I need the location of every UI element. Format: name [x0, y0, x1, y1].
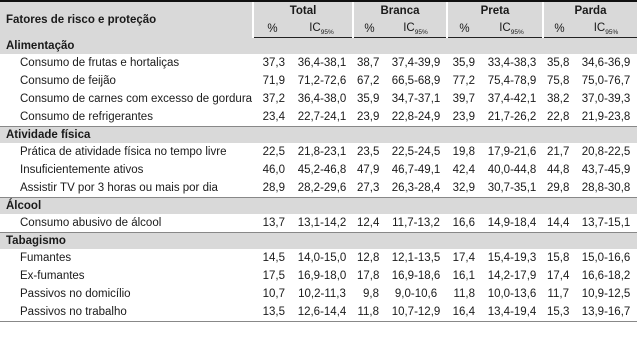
cell-parda-pct: 38,2 [547, 93, 570, 105]
cell-parda-pct: 44,8 [547, 164, 570, 176]
cell-branca-pct: 12,4 [357, 217, 380, 229]
pct-header: % [543, 20, 575, 38]
cell-branca-ic: 34,7-37,1 [391, 93, 441, 105]
cell-branca-pct: 35,9 [357, 93, 380, 105]
cell-total-ic: 22,7-24,1 [297, 111, 347, 123]
section-label: Álcool [0, 198, 637, 215]
cell-total-pct: 28,9 [262, 182, 285, 194]
table-row [0, 161, 637, 179]
table-row [0, 108, 637, 127]
cell-branca-ic: 11,7-13,2 [392, 217, 440, 229]
cell-preta-pct: 16,1 [452, 270, 475, 282]
cell-parda-pct: 11,7 [547, 288, 569, 300]
ic-header: $IC_{95\%}$ [385, 20, 447, 38]
cell-preta-ic: 14,2-17,9 [487, 270, 537, 282]
cell-total-pct: 13,7 [262, 217, 285, 229]
cell-preta-pct: 16,6 [452, 217, 475, 229]
cell-preta-ic: 30,7-35,1 [487, 182, 537, 194]
cell-parda-ic: 21,9-23,8 [581, 111, 631, 123]
cell-preta-pct: 42,4 [452, 164, 475, 176]
cell-parda-pct: 21,7 [547, 146, 570, 158]
cell-preta-pct: 17,4 [452, 252, 475, 264]
section-label: Tabagismo [0, 233, 637, 250]
cell-preta-ic: 10,0-13,6 [487, 288, 537, 300]
cell-branca-pct: 23,9 [357, 111, 380, 123]
table-row [0, 214, 637, 233]
cell-branca-ic: 22,5-24,5 [391, 146, 441, 158]
cell-branca-ic: 26,3-28,4 [391, 182, 441, 194]
cell-branca-pct: 11,8 [353, 303, 385, 322]
cell-branca-pct: 9,8 [363, 288, 379, 300]
cell-branca-ic: 10,7-12,9 [385, 303, 447, 322]
cell-total-ic: 13,1-14,2 [297, 217, 347, 229]
cell-branca-ic: 46,7-49,1 [391, 164, 441, 176]
cell-preta-ic: 75,4-78,9 [487, 75, 537, 87]
table-row [0, 249, 637, 267]
row-label: Consumo de feijão [20, 75, 116, 87]
table-row [0, 90, 637, 108]
cell-preta-pct: 11,8 [453, 288, 475, 300]
row-label: Assistir TV por 3 horas ou mais por dia [20, 182, 218, 194]
cell-branca-ic: 66,5-68,9 [391, 75, 441, 87]
cell-preta-pct: 35,9 [452, 57, 475, 69]
cell-parda-ic: 13,9-16,7 [575, 303, 637, 322]
cell-parda-ic: 13,7-15,1 [581, 217, 631, 229]
row-label: Insuficientemente ativos [20, 164, 144, 176]
cell-total-pct: 46,0 [262, 164, 285, 176]
cell-total-ic: 12,6-14,4 [291, 303, 353, 322]
group-header-parda: Parda [543, 1, 637, 20]
cell-branca-pct: 27,3 [357, 182, 380, 194]
table-title: Fatores de risco e proteção [0, 1, 253, 38]
cell-parda-ic: 16,6-18,2 [581, 270, 631, 282]
section-row-tabagismo [0, 233, 637, 250]
group-header-preta: Preta [447, 1, 543, 20]
cell-preta-ic: 14,9-18,4 [487, 217, 537, 229]
row-label: Consumo abusivo de álcool [20, 217, 162, 229]
cell-parda-pct: 75,8 [547, 75, 570, 87]
table-row [0, 303, 637, 322]
table-row [0, 285, 637, 303]
cell-preta-ic: 40,0-44,8 [487, 164, 537, 176]
row-label: Passivos no domicílio [20, 288, 131, 300]
cell-total-pct: 17,5 [262, 270, 285, 282]
cell-preta-ic: 37,4-42,1 [487, 93, 537, 105]
table-row [0, 179, 637, 198]
cell-total-pct: 22,5 [262, 146, 285, 158]
section-row-alcool [0, 198, 637, 215]
cell-total-pct: 10,7 [262, 288, 285, 300]
cell-preta-pct: 23,9 [452, 111, 475, 123]
cell-branca-ic: 22,8-24,9 [391, 111, 441, 123]
ic-header: $IC_{95\%}$ [575, 20, 637, 38]
cell-preta-ic: 21,7-26,2 [487, 111, 537, 123]
cell-parda-pct: 15,8 [547, 252, 570, 264]
cell-branca-pct: 23,5 [357, 146, 380, 158]
row-label: Ex-fumantes [20, 270, 85, 282]
cell-total-pct: 37,2 [262, 93, 285, 105]
cell-total-pct: 23,4 [262, 111, 285, 123]
group-header-total: Total [253, 1, 353, 20]
cell-total-ic: 16,9-18,0 [297, 270, 347, 282]
cell-parda-pct: 35,8 [547, 57, 570, 69]
table-row [0, 54, 637, 72]
cell-total-ic: 10,2-11,3 [298, 288, 346, 300]
cell-preta-ic: 33,4-38,3 [487, 57, 537, 69]
cell-total-pct: 14,5 [262, 252, 285, 264]
row-label: Consumo de refrigerantes [20, 111, 153, 123]
row-label: Consumo de carnes com excesso de gordura [20, 93, 253, 105]
cell-branca-pct: 67,2 [357, 75, 380, 87]
cell-branca-pct: 12,8 [357, 252, 380, 264]
table-row [0, 143, 637, 161]
cell-parda-pct: 17,4 [547, 270, 570, 282]
cell-total-pct: 37,3 [262, 57, 285, 69]
cell-total-ic: 14,0-15,0 [297, 252, 347, 264]
cell-branca-pct: 17,8 [357, 270, 380, 282]
ic-header: $IC_{95\%}$ [291, 20, 353, 38]
cell-branca-ic: 9,0-10,6 [394, 288, 438, 300]
cell-total-ic: 36,4-38,1 [297, 57, 347, 69]
pct-header: % [353, 20, 385, 38]
cell-branca-ic: 12,1-13,5 [391, 252, 441, 264]
cell-parda-pct: 22,8 [547, 111, 570, 123]
section-row-atividade-fisica [0, 127, 637, 144]
cell-preta-pct: 16,4 [447, 303, 481, 322]
cell-total-ic: 36,4-38,0 [297, 93, 347, 105]
table-row [0, 72, 637, 90]
cell-total-ic: 71,2-72,6 [297, 75, 347, 87]
cell-parda-pct: 14,4 [547, 217, 570, 229]
cell-preta-ic: 15,4-19,3 [487, 252, 537, 264]
row-label: Consumo de frutas e hortaliças [20, 57, 180, 69]
cell-branca-pct: 38,7 [357, 57, 380, 69]
pct-header: % [447, 20, 481, 38]
cell-total-ic: 28,2-29,6 [297, 182, 347, 194]
cell-parda-pct: 29,8 [547, 182, 570, 194]
cell-parda-ic: 10,9-12,5 [581, 288, 631, 300]
cell-total-ic: 45,2-46,8 [297, 164, 347, 176]
cell-branca-ic: 16,9-18,6 [391, 270, 441, 282]
cell-parda-ic: 20,8-22,5 [581, 146, 631, 158]
table-row [0, 267, 637, 285]
cell-total-pct: 71,9 [262, 75, 285, 87]
cell-total-ic: 21,8-23,1 [297, 146, 347, 158]
section-row-alimentacao [0, 38, 637, 55]
section-label: Alimentação [0, 38, 637, 55]
group-header-branca: Branca [353, 1, 447, 20]
row-label: Passivos no trabalho [0, 303, 253, 322]
cell-branca-ic: 37,4-39,9 [391, 57, 441, 69]
section-label: Atividade física [0, 127, 637, 144]
cell-parda-ic: 34,6-36,9 [581, 57, 631, 69]
cell-preta-pct: 77,2 [452, 75, 475, 87]
cell-preta-ic: 13,4-19,4 [481, 303, 543, 322]
cell-parda-pct: 15,3 [543, 303, 575, 322]
cell-preta-pct: 19,8 [452, 146, 475, 158]
cell-preta-ic: 17,9-21,6 [487, 146, 537, 158]
cell-parda-ic: 28,8-30,8 [581, 182, 631, 194]
ic-header: $IC_{95\%}$ [481, 20, 543, 38]
cell-branca-pct: 47,9 [357, 164, 380, 176]
pct-header: % [253, 20, 291, 38]
cell-parda-ic: 15,0-16,6 [581, 252, 631, 264]
cell-parda-ic: 43,7-45,9 [581, 164, 631, 176]
row-label: Prática de atividade física no tempo livre [20, 146, 227, 158]
row-label: Fumantes [20, 252, 72, 264]
cell-parda-ic: 75,0-76,7 [581, 75, 631, 87]
cell-total-pct: 13,5 [253, 303, 291, 322]
cell-preta-pct: 39,7 [452, 93, 475, 105]
cell-preta-pct: 32,9 [452, 182, 475, 194]
cell-parda-ic: 37,0-39,3 [581, 93, 631, 105]
